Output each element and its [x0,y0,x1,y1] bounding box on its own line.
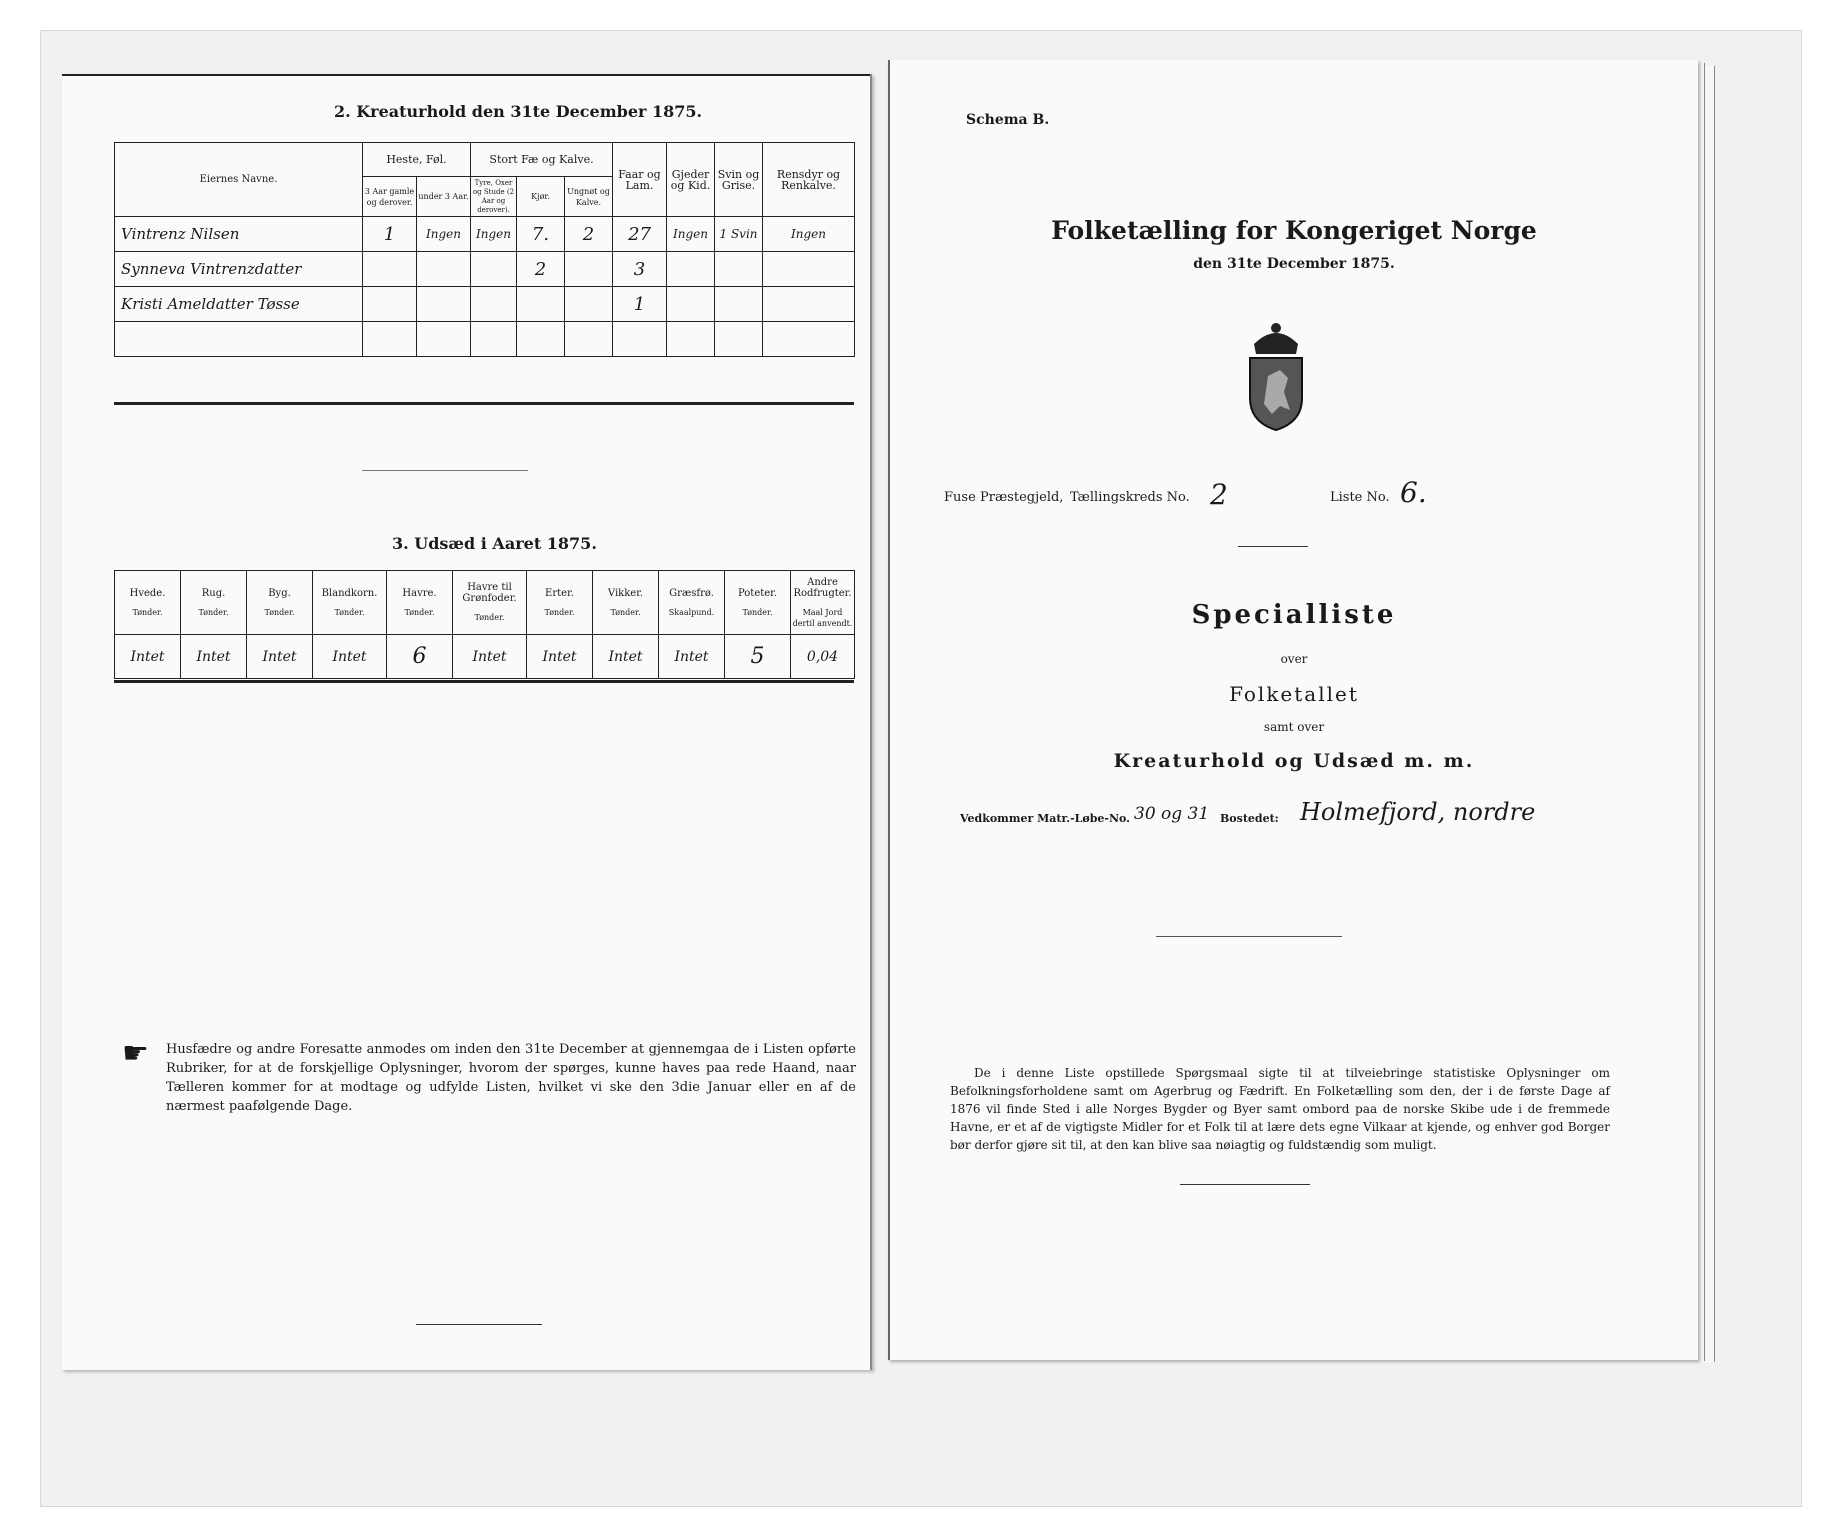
section3-title: 3. Udsæd i Aaret 1875. [392,534,597,553]
matr-value: 30 og 31 [1134,804,1210,824]
udsaed-col-header [659,571,725,635]
udsaed-col-unit: Tønder. [742,607,773,617]
notice-text: Husfædre og andre Foresatte anmodes om inden den 31te December at gjennemgaa de i Listen opførte Rubriker, for at de forskjellige Oplysninger, hvorom der spørges, kunne haves paa rede Haand, naar Tælleren kommer for at modtage og udfylde Listen, hvilket vi ske den 3die Januar eller en af de nærmest paafølgende Dage. [166,1042,856,1114]
udsaed-value: Intet [115,635,181,679]
table-bottom-rule [114,402,854,405]
udsaed-col-name: Poteter. [737,587,778,599]
cell-svin [715,322,763,357]
udsaed-value: Intet [247,635,313,679]
udsaed-value: Intet [181,635,247,679]
cell-under3: Ingen [417,217,471,252]
udsaed-value: 0,04 [791,635,855,679]
schema-label: Schema B. [966,112,1050,128]
cell-heste [363,287,417,322]
bottom-divider [1180,1184,1310,1185]
udsaed-col-header [453,571,527,635]
left-page [62,74,872,1370]
udsaed-col-unit: Tønder. [474,613,505,622]
cell-kjor [517,322,565,357]
udsaed-col-header [247,571,313,635]
census-date: den 31te December 1875. [1193,256,1395,272]
cell-faar: 3 [613,252,667,287]
prestegjeld-label: Præstegjeld, [980,490,1064,505]
udsaed-col-unit: Tønder. [132,607,163,617]
udsaed-col-name: Havre til Grønfoder. [462,582,517,604]
cell-tyre [471,252,517,287]
udsaed-col-header [313,571,387,635]
udsaed-col-header [181,571,247,635]
udsaed-col-unit: Tønder. [610,607,641,617]
cell-gjeder [667,287,715,322]
cell-gjeder [667,252,715,287]
divider [362,470,528,471]
right-page [888,60,1698,1360]
cell-under3 [417,287,471,322]
cell-faar: 1 [613,287,667,322]
kreds-value: 2 [1210,478,1228,511]
cell-rensdyr [763,287,855,322]
udsaed-col-name: Vikker. [607,587,644,599]
udsaed-col-name: Andre Rodfrugter. [793,576,852,599]
coat-of-arms-icon [1236,314,1316,434]
cell-ungnot [565,287,613,322]
table-row [115,217,855,252]
cell-kjor: 2 [517,252,565,287]
udsaed-col-unit: Tønder. [404,607,435,617]
col-header-kjor: Kjør. [517,177,565,217]
section2-title: 2. Kreaturhold den 31te December 1875. [334,102,703,121]
udsaed-col-name: Byg. [268,587,291,599]
udsaed-col-header [387,571,453,635]
cell-faar [613,322,667,357]
udsaed-col-name: Havre. [402,587,437,599]
cell-gjeder: Ingen [667,217,715,252]
cell-rensdyr [763,322,855,357]
cell-kjor: 7. [517,217,565,252]
udsaed-value: 6 [387,635,453,679]
cell-name [115,322,363,357]
cell-tyre [471,287,517,322]
samt-over: samt over [1263,720,1325,734]
udsaed-col-header [115,571,181,635]
top-rule [62,74,870,76]
cell-rensdyr: Ingen [763,217,855,252]
bostedet-value: Holmefjord, nordre [1300,798,1536,826]
udsaed-col-name: Hvede. [129,587,166,599]
udsaed-col-unit: Maal Jord dertil anvendt. [792,607,853,628]
udsaed-col-unit: Tønder. [544,607,575,617]
divider [1238,546,1308,547]
cell-ungnot: 2 [565,217,613,252]
bostedet-label: Bostedet: [1220,812,1279,825]
udsaed-col-unit: Tønder. [334,607,365,617]
col-header-heste-under3: under 3 Aar. [417,177,471,217]
cell-gjeder [667,322,715,357]
col-header-svin: Svin og Grise. [715,143,763,217]
udsaed-col-name: Blandkorn. [321,587,378,599]
cell-tyre [471,322,517,357]
pointing-hand-icon: ☛ [122,1036,149,1071]
udsaed-value: Intet [659,635,725,679]
matr-label: Vedkommer Matr.-Løbe-No. [960,812,1130,825]
table-row [115,287,855,322]
cell-heste [363,322,417,357]
bottom-divider [416,1324,542,1325]
col-header-faar: Faar og Lam. [613,143,667,217]
prestegjeld-value: Fuse [944,490,976,505]
udsaed-col-unit: Tønder. [198,607,229,617]
col-header-heste-3aar: 3 Aar gamle og derover. [363,177,417,217]
cell-heste: 1 [363,217,417,252]
udsaed-table [114,570,855,679]
cell-heste [363,252,417,287]
kreaturhold-heading: Kreaturhold og Udsæd m. m. [1113,750,1475,772]
kreaturhold-table [114,142,855,357]
kreds-label: Tællingskreds No. [1070,490,1190,505]
cell-under3 [417,322,471,357]
cell-rensdyr [763,252,855,287]
col-header-owner: Eiernes Navne. [115,143,363,217]
col-header-rensdyr: Rensdyr og Renkalve. [763,143,855,217]
udsaed-col-header [725,571,791,635]
cell-svin: 1 Svin [715,217,763,252]
specialliste-heading: Specialliste [1191,600,1397,630]
group-header-stort: Stort Fæ og Kalve. [471,143,613,177]
udsaed-col-header [791,571,855,635]
table-row [115,322,855,357]
udsaed-col-unit: Tønder. [264,607,295,617]
cell-faar: 27 [613,217,667,252]
table-row [115,252,855,287]
udsaed-col-name: Græsfrø. [669,587,714,599]
col-header-gjeder: Gjeder og Kid. [667,143,715,217]
cell-ungnot [565,252,613,287]
udsaed-value: 5 [725,635,791,679]
liste-value: 6. [1400,476,1427,509]
udsaed-col-name: Rug. [201,587,226,599]
cell-tyre: Ingen [471,217,517,252]
col-header-ungnot: Ungnøt og Kalve. [565,177,613,217]
cell-name: Synneva Vintrenzdatter [115,252,363,287]
udsaed-col-header [527,571,593,635]
group-header-heste: Heste, Føl. [363,143,471,177]
udsaed-value: Intet [593,635,659,679]
udsaed-col-unit: Skaalpund. [668,607,715,617]
folketallet-heading: Folketallet [1229,682,1359,706]
udsaed-col-header [593,571,659,635]
liste-label: Liste No. [1330,490,1390,505]
cell-svin [715,252,763,287]
udsaed-bottom-rule [114,680,854,683]
cell-name: Vintrenz Nilsen [115,217,363,252]
cell-ungnot [565,322,613,357]
census-title: Folketælling for Kongeriget Norge [1051,216,1537,245]
udsaed-value: Intet [453,635,527,679]
cell-name: Kristi Ameldatter Tøsse [115,287,363,322]
footnote-text: De i denne Liste opstillede Spørgsmaal sigte til at tilveiebringe statistiske Oplysninger om Befolkningsforholdene samt om Agerbrug og Fædrift. En Folketælling som den, der i de første Dage af 1876 vil finde Sted i alle Norges Bygder og Byer samt ombord paa de norske Skibe ude i de fremmede Havne, er et af de vigtigste Midler for et Folk til at lære dets egne Vilkaar at kjende, og enhver god Borger bør derfor gjøre sit til, at den kan blive saa nøiagtig og fuldstændig som muligt. [950,1066,1610,1152]
cell-svin [715,287,763,322]
col-header-tyre: Tyre, Oxer og Stude (2 Aar og derover). [471,177,517,217]
udsaed-value: Intet [313,635,387,679]
udsaed-value: Intet [527,635,593,679]
udsaed-col-name: Erter. [545,587,574,599]
cell-kjor [517,287,565,322]
cell-under3 [417,252,471,287]
divider [1156,936,1342,937]
over-1: over [1280,652,1308,666]
